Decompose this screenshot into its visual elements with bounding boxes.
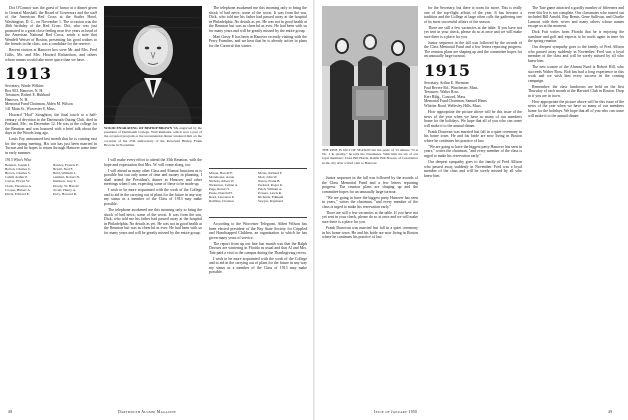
paragraph: "We are going to have the biggest party Hanover has seen in years," writes the chairman, "and every member of the class is urged to make his reservation early." bbox=[424, 144, 522, 158]
inset-name: Patch, William A. bbox=[258, 187, 283, 191]
paragraph: I will attend as many other Class and Alumni functions as is possible but can only name of time and money in planning. I shall attend the President's dinner in Hanover and other meetings when I can, expecting some of these to be made up. bbox=[104, 168, 202, 187]
list-item: Bolton, Charles C. bbox=[5, 167, 32, 172]
name-list-inset bbox=[209, 168, 307, 218]
class-member-list bbox=[5, 163, 97, 196]
treasurer-address: Kerr Bldg., Concord, Mass. bbox=[424, 94, 467, 99]
inset-name: Morse, Richard F. bbox=[258, 171, 283, 175]
list-title: 1913 Who's Who bbox=[5, 157, 32, 162]
paragraph: "We are going to have the biggest party Hanover has seen in years," writes the chairman, "and every member of the class is urged to make his reservation early." bbox=[322, 195, 418, 209]
list-item: Cooper, Hubert A. bbox=[5, 187, 31, 192]
paragraph: The telephone awakened me this morning only to bring the shock of bad news; some of the worst. It was from the son, Dick, who told me his father had passed away at the hospital in Philadelphia. No details as yet. He was not in good health at the Reunion but was as cheerful as ever. He had been with us for many years and will be greatly missed by the entire group. bbox=[209, 6, 307, 33]
column-3-bottom bbox=[209, 222, 307, 408]
memorial-line: Memorial Fund Chairman, Alden M. Wilson bbox=[5, 102, 73, 107]
paragraph: Remember: the class luncheons are held on the first Thursday of each month at the Harvard Club in Boston. Drop in if you are in town. bbox=[528, 84, 624, 98]
list-item: Davis, Edward E. bbox=[5, 191, 30, 196]
paragraph: Junior sequence in the fall was followed by the awards of the Class Memorial Fund and a few letters reporting progress. The reunion plans are shaping up and the committee hopes for an unusually large turnout. bbox=[322, 176, 418, 194]
class-year-heading: 1915 bbox=[424, 61, 471, 81]
caption-lead: WOOD ENGRAVING OF BISHOP BROWN '13, bbox=[104, 126, 179, 130]
list-item: Hawley, Francis E. bbox=[52, 163, 80, 168]
list-item: Perry, Howard R. bbox=[52, 191, 77, 196]
paragraph: Junior sequence in the fall was followed by the awards of the Class Memorial Fund and a few letters reporting progress. The reunion plans are shaping up and the committee hopes for an unusually large turnout. bbox=[424, 40, 522, 59]
inset-name: Robbins, Clarence bbox=[209, 199, 235, 203]
running-title-left: Dartmouth Alumni Magazine bbox=[118, 410, 177, 414]
paragraph: The new trustee of the Alumni Fund is Robert Hill, who succeeds Walter Ross. Bob has had a long experience in this work and we wish him every success in the coming campaign. bbox=[528, 65, 624, 83]
paragraph: How appropriate the picture above will be this issue of the news of the year when we have so many of our members home for the holidays. We hope that all of you who can come will make it to the annual dinner. bbox=[424, 110, 522, 128]
secretary-address: Box 903, Hanover, N. H. bbox=[5, 88, 44, 93]
column-6 bbox=[528, 6, 624, 408]
inset-name: Powers, Lewis R. bbox=[258, 191, 282, 195]
treasurer-line: Treasurer, Robert E. Hubbard bbox=[5, 93, 50, 98]
column-5 bbox=[424, 6, 522, 408]
group-photo-caption: THE PINE IS OUT OF SEASON but the pride of '15 shines: "It is No. 1 in quality," he tells his classmates. With him are six of our loyal members: Class Bill Harris, Rabbit Bill Bowen, of Casablanca in the city after a brief visit to Hanover. bbox=[322, 148, 418, 165]
paragraph: The report from up our line last month was that the Ralph Davises are wintering in Florida as usual and that Al and Mrs. Tate paid a visit to the campus during the Thanksgiving recess. bbox=[209, 241, 307, 255]
paragraph: Frank Donovan was married last fall in a quiet ceremony in his home town. He and his bride are now living in Boston where he continues his practice of law. bbox=[424, 129, 522, 143]
inset-name: Nickerson, Lyman A. bbox=[209, 183, 239, 187]
paragraph: How appropriate the picture above will be this issue of the news of the year when we have so many of our members home for the holidays. We hope that all of you who can come will make it to the annual dinner. bbox=[528, 99, 624, 118]
list-item: Orcutt, Henry A. bbox=[52, 187, 77, 192]
paragraph: The telephone awakened me this morning only to bring the shock of bad news; some of the worst. It was from the son, Dick, who told me his father had passed away at the hospital in Philadelphia. No details as yet. He was not in good health at the Reunion but was as cheerful as ever. He had been with us for many years and will be greatly missed by the entire group. bbox=[104, 207, 202, 235]
paragraph: Louis Fay announced last month that he is coming east for the spring meeting. His son has just been married in Tucson and he hopes to return through Hanover some time in early summer. bbox=[5, 137, 97, 155]
secretary-address: Paul Revere Rd., Winchester, Mass. bbox=[424, 85, 479, 90]
inset-name: Read, Lawrence P. bbox=[209, 195, 235, 199]
paragraph: I wish to be more acquainted with the work of the College and to aid in the carrying out of plans for the future in any way my status as a member of the Class of 1913 may make possible. bbox=[104, 188, 202, 206]
inset-name: Sawyer, Raymond bbox=[258, 199, 283, 203]
list-item: Cahill, Arthur F. bbox=[5, 175, 28, 180]
paragraph: I will make every effort to attend the 35th Reunion, with the hope and expectation that Mrs. W. will come along, too. bbox=[104, 158, 202, 167]
paragraph: Our deepest sympathy goes to the family of Fred Allison who passed away suddenly in November. Fred was a loyal member of the class and will be sorely missed by all who knew him. bbox=[528, 45, 624, 64]
paragraph: for the Secretary, but there is room for more. This is really one of the top-flight affairs of the year. It has become a tradition and the College at large often calls the gathering one of its most successful affairs of the season. bbox=[424, 6, 522, 24]
inset-name: Packard, Roger K. bbox=[258, 183, 284, 187]
secretary-line: Secretary, Arthur E. Sherman bbox=[424, 81, 469, 86]
list-item: Brown, Charles S. bbox=[5, 171, 31, 176]
paragraph: There are still a few vacancies at the table. If you have not yet sent in your check, please do so at once and we will make sure there is a place for you. bbox=[322, 210, 418, 224]
page-number-right: 49 bbox=[608, 410, 613, 414]
paragraph: Dot O'Connor was the guest of honor at a dinner given to General Marshall, the Board of Governors and the staff of the American Red Cross at the Statler Hotel, Washington, D. C., on November 1. The occasion was the 46th birthday of the Red Cross. Dot, who was just promoted to a great close feeling near five years as head of the American National Red Cross, sends a note that Wendell Weiser of Boston, presenting his good wishes to the friends in the class, was a candidate for the reserve. bbox=[5, 6, 97, 47]
paragraph: Dick Fair writes from Florida that he is enjoying the sunshine and golf and expects to be north again in time for the spring reunion. bbox=[528, 30, 624, 44]
inset-row bbox=[209, 199, 307, 203]
memorial-line: Memorial Fund Chairman, Samuel Hines bbox=[424, 99, 487, 104]
class-officers bbox=[5, 84, 97, 112]
list-item: Hurd, William L. bbox=[52, 171, 77, 176]
list-item: Clark, Theodore A. bbox=[5, 183, 32, 188]
caption-text: engraved by the president of Dartmouth College, Wall Remarks, which won a part of the accepted program at the tercentennial dinner tendered him on the occasion of the 25th anniversary of the Reverend Bishop Frank Browne in November. bbox=[104, 126, 202, 147]
bishop-engraving-photo bbox=[104, 6, 202, 124]
memorial-address: 141 Main St., Worcester 8, Mass. bbox=[5, 107, 56, 112]
inset-name: Richards, Edmund bbox=[258, 195, 284, 199]
paragraph: Frank Donovan was married last fall in a quiet ceremony in his home town. He and his bride are now living in Boston where he continues his practice of law. bbox=[322, 225, 418, 240]
inset-name: Nason, Frank B. bbox=[258, 179, 281, 183]
list-item: Bennett, Joseph I. bbox=[5, 163, 31, 168]
list-item: Hewitt, Ned F. bbox=[52, 167, 74, 172]
class-year-heading: 1913 bbox=[5, 64, 52, 84]
class-officers bbox=[424, 81, 522, 109]
inset-name: Morehouse, Aaron bbox=[209, 175, 235, 179]
inset-name: Nichols, Albert W. bbox=[209, 179, 235, 183]
list-item: Mattison, Guy T. bbox=[52, 179, 77, 184]
page-gutter bbox=[313, 0, 315, 420]
memorial-address: Whittier Road, Wellesley Hills, Mass. bbox=[424, 103, 482, 108]
page-number-left: 48 bbox=[8, 410, 13, 414]
list-item: Moody, W. Harold bbox=[52, 183, 79, 188]
column-2 bbox=[104, 158, 202, 408]
column-4 bbox=[322, 176, 418, 408]
paragraph: Recent visitors at Hanover box were Mr. and Mrs. Fred Gillis, Mr. and Mrs. Howard Richardson, and others whose names would take more space than we have. bbox=[5, 48, 97, 62]
running-title-right: Issue of January 1950 bbox=[374, 410, 418, 414]
list-item: Carver, Elwyn W. bbox=[5, 179, 30, 184]
inset-name: Mason, Harold E. bbox=[209, 171, 234, 175]
paragraph: I wish to be more acquainted with the work of the College and to aid in the carrying out of plans for the future in any way my status as a member of the Class of 1913 may make possible. bbox=[209, 256, 307, 275]
paragraph: The Tate game attracted a goodly number of fifteeners and even this list is not complete. Our classmates who turned out included Bill Arnold, Ray Bemis, Gene Sullivan, and Charlie Lamont with their wives and many others whose names escape us at the moment. bbox=[528, 6, 624, 29]
list-item: Lambert, Robert N. bbox=[52, 175, 80, 180]
paragraph: There are still a few vacancies at the table. If you have not yet sent in your check, please do so at once and we will make sure there is a place for you. bbox=[424, 25, 522, 39]
column-1 bbox=[5, 6, 97, 408]
column-3-top bbox=[209, 6, 307, 166]
inset-name: Pease, Donald H. bbox=[209, 191, 233, 195]
paragraph: According to the Worcester Telegram, Alden Wilson has been elected president of the Bay State Society for Crippled and Handicapped Children, an organization to which he has given many years of service. bbox=[209, 222, 307, 240]
treasurer-address: Hanover, N. H. bbox=[5, 97, 29, 102]
group-photo bbox=[322, 6, 418, 146]
paragraph: Matt Gusty P. has been in Hanover recently visiting with the Perry Framlins, and we hear that he is already active in plans for the Carnival this winter. bbox=[209, 34, 307, 48]
treasurer-line: Treasurer, Walter Ross bbox=[424, 90, 459, 95]
secretary-line: Secretary, Warde Wilkins bbox=[5, 84, 44, 89]
paragraph: Our deepest sympathy goes to the family of Fred Allison who passed away suddenly in November. Fred was a loyal member of the class and will be sorely missed by all who knew him. bbox=[424, 160, 522, 178]
inset-name: Mott, John W. bbox=[258, 175, 278, 179]
inset-name: Page, Robert S. bbox=[209, 187, 231, 191]
photo-caption bbox=[104, 126, 202, 147]
paragraph: Howard "Hod" Stoughton, the final touch to a half-century of devotion to the Dartmouth Outing Club, died in Portland, Me., on December 12. He was at the college for the Reunion and was honored with a brief talk about the days in the Woods long ago. bbox=[5, 113, 97, 136]
